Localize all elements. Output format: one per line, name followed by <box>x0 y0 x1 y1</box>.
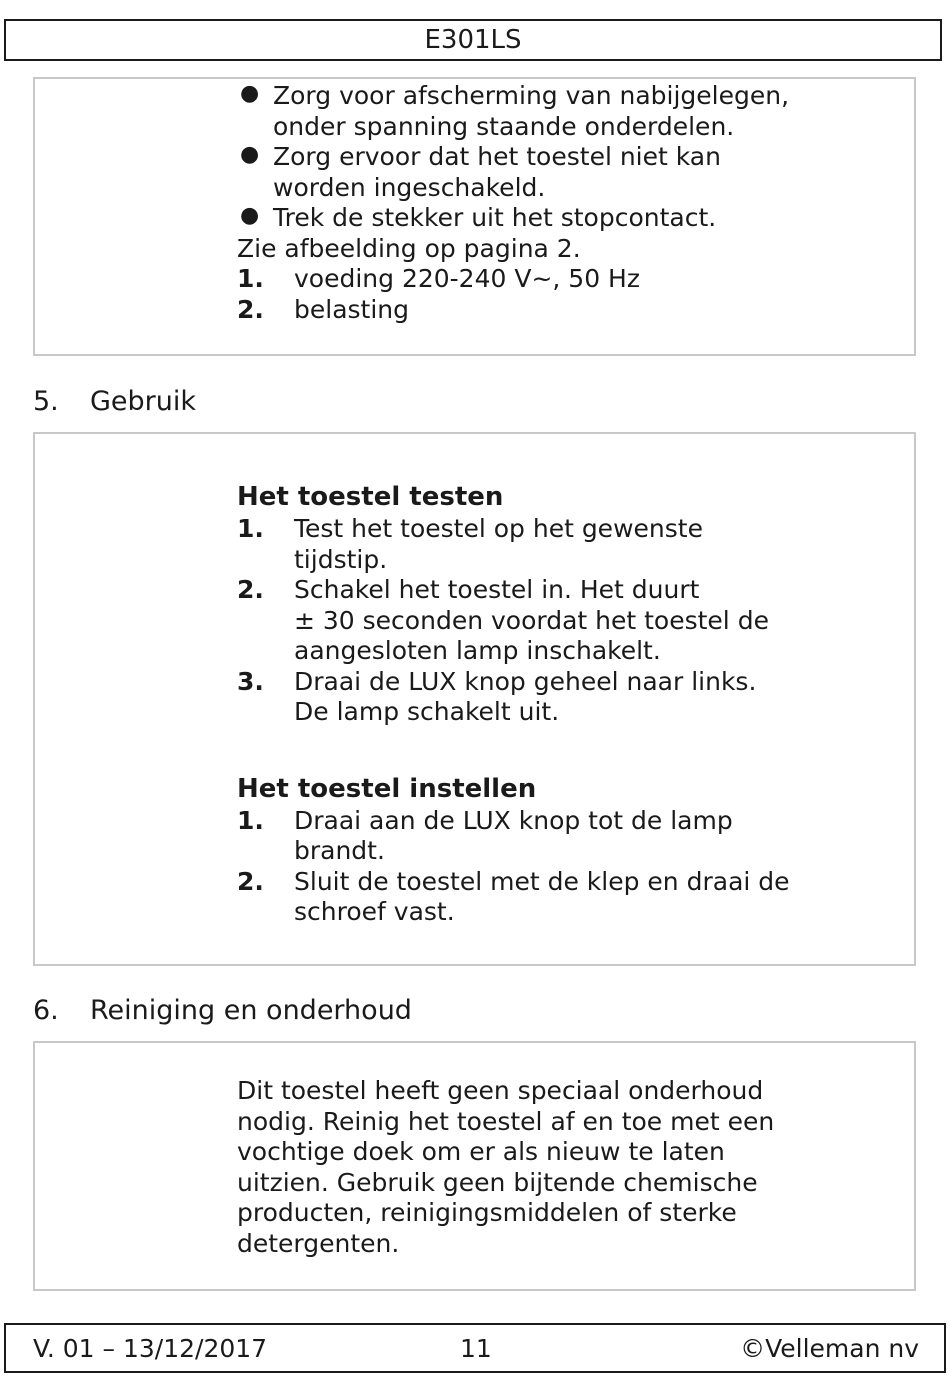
page-header <box>4 19 942 61</box>
section-heading-reiniging <box>33 993 412 1029</box>
list-number: 1. <box>237 514 264 543</box>
paragraph-line: vochtige doek om er als nieuw te laten <box>237 1137 725 1166</box>
page-footer <box>4 1323 946 1373</box>
list-text: Test het toestel op het gewenste <box>294 514 703 543</box>
subheading-test: Het toestel testen <box>237 482 504 512</box>
list-number: 2. <box>237 866 264 896</box>
figure-note: Zie afbeelding op pagina 2. <box>237 233 581 263</box>
bullet-text: worden ingeschakeld. <box>273 172 546 202</box>
maintenance-box <box>33 1041 916 1291</box>
list-number: 1. <box>237 805 264 835</box>
paragraph-line: Dit toestel heeft geen speciaal onderhoud <box>237 1076 764 1105</box>
list-text: voeding 220-240 V~, 50 Hz <box>294 264 640 293</box>
bullet-icon: ● <box>240 81 260 106</box>
bullet-text: onder spanning staande onderdelen. <box>273 111 735 141</box>
list-item <box>237 264 837 295</box>
list-text: Schakel het toestel in. Het duurt <box>294 575 700 604</box>
copyright: ©Velleman nv <box>740 1334 919 1363</box>
list-text: brandt. <box>294 836 385 865</box>
bullet-item <box>237 203 837 234</box>
paragraph-line: uitzien. Gebruik geen bijtende chemische <box>237 1167 758 1197</box>
list-text: Draai aan de LUX knop tot de lamp <box>294 805 733 835</box>
list-item <box>237 575 837 667</box>
list-text: aangesloten lamp inschakelt. <box>294 636 661 665</box>
list-item <box>237 667 837 728</box>
bullet-item <box>237 142 837 203</box>
usage-box <box>33 432 916 966</box>
bullet-text: Trek de stekker uit het stopcontact. <box>273 203 717 232</box>
list-text: belasting <box>294 294 410 324</box>
list-text: schroef vast. <box>294 897 455 926</box>
document-title: E301LS <box>424 25 522 55</box>
paragraph-line: detergenten. <box>237 1228 400 1258</box>
list-item <box>237 514 837 575</box>
version-date: V. 01 – 13/12/2017 <box>33 1334 268 1363</box>
bullet-text: Zorg voor afscherming van nabijgelegen, <box>273 81 790 110</box>
section-number: 5. <box>33 386 59 417</box>
list-number: 1. <box>237 264 264 293</box>
list-text: Sluit de toestel met de klep en draai de <box>294 866 790 896</box>
list-item <box>237 867 837 928</box>
list-number: 2. <box>237 294 264 324</box>
bullet-icon: ● <box>240 203 260 228</box>
paragraph-line: producten, reinigingsmiddelen of sterke <box>237 1198 737 1227</box>
intro-box <box>33 77 916 356</box>
list-text: De lamp schakelt uit. <box>294 697 560 726</box>
section-number: 6. <box>33 995 59 1026</box>
list-item <box>237 295 837 326</box>
list-number: 2. <box>237 575 264 604</box>
page-number: 11 <box>460 1334 492 1363</box>
bullet-text: Zorg ervoor dat het toestel niet kan <box>273 142 721 171</box>
section-heading-gebruik <box>33 384 196 420</box>
section-title: Gebruik <box>90 386 197 417</box>
list-text: ± 30 seconden voordat het toestel de <box>294 605 769 635</box>
paragraph-line: nodig. Reinig het toestel af en toe met een <box>237 1106 775 1136</box>
bullet-item <box>237 81 837 142</box>
list-text: Draai de LUX knop geheel naar links. <box>294 666 757 696</box>
subheading-setup: Het toestel instellen <box>237 773 537 804</box>
section-title: Reiniging en onderhoud <box>90 995 412 1026</box>
bullet-icon: ● <box>240 142 260 167</box>
list-text: tijdstip. <box>294 544 388 574</box>
list-item <box>237 806 837 867</box>
list-number: 3. <box>237 666 264 696</box>
